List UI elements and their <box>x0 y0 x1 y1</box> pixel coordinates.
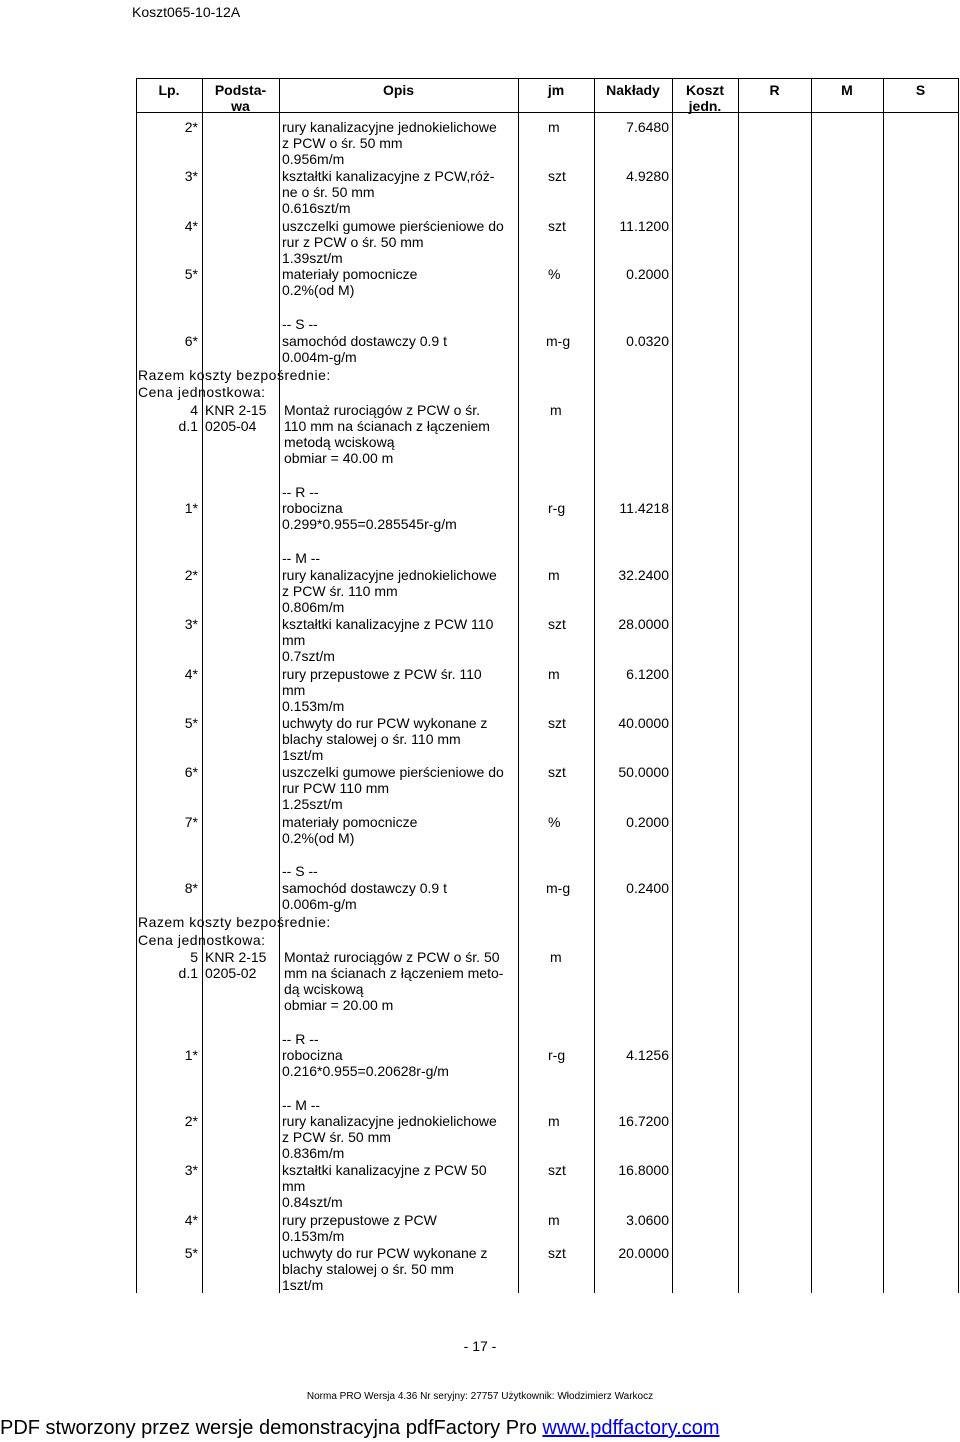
summary-cena: Cena jednostkowa: <box>138 932 266 948</box>
row-jm: m <box>548 1113 560 1129</box>
position-opis-line: 110 mm na ścianach z łączeniem <box>284 418 490 434</box>
row-lp: 5* <box>184 1245 198 1261</box>
column-divider-end <box>958 78 959 1293</box>
row-opis-line: 0.004m-g/m <box>282 349 357 365</box>
row-naklady: 3.0600 <box>626 1212 669 1228</box>
column-header-koszt-line1: Koszt <box>685 82 725 98</box>
row-lp: 3* <box>184 1162 198 1178</box>
page-number: - 17 - <box>463 1338 497 1354</box>
row-jm: % <box>548 814 561 830</box>
position-basis: 0205-02 <box>205 965 257 981</box>
summary-razem: Razem koszty bezpośrednie: <box>138 367 331 383</box>
column-divider-naklady <box>594 78 595 1293</box>
row-opis-line: rury przepustowe z PCW śr. 110 <box>282 666 482 682</box>
row-jm: szt <box>548 616 566 632</box>
position-number: 5 <box>190 949 198 965</box>
row-naklady: 0.2000 <box>626 814 669 830</box>
position-opis-line: mm na ścianach z łączeniem meto- <box>284 965 504 981</box>
row-naklady: 4.1256 <box>626 1047 669 1063</box>
row-jm: m <box>548 119 560 135</box>
row-opis-line: rury kanalizacyjne jednokielichowe <box>282 1113 497 1129</box>
row-naklady: 11.4218 <box>619 500 669 516</box>
row-naklady: 20.0000 <box>618 1245 669 1261</box>
row-opis-line: rury przepustowe z PCW <box>282 1212 437 1228</box>
row-naklady: 11.1200 <box>619 218 669 234</box>
column-divider-lp <box>136 78 137 1293</box>
row-lp: 7* <box>184 814 198 830</box>
column-header-r: R <box>769 82 780 98</box>
row-opis-line: rur PCW 110 mm <box>282 780 390 796</box>
row-naklady: 50.0000 <box>618 764 669 780</box>
row-opis-line: 0.216*0.955=0.20628r-g/m <box>282 1063 449 1079</box>
row-opis-line: samochód dostawczy 0.9 t <box>282 880 447 896</box>
position-basis: KNR 2-15 <box>205 402 267 418</box>
row-naklady: 40.0000 <box>618 715 669 731</box>
column-header-s: S <box>915 82 926 98</box>
row-opis-line: 0.006m-g/m <box>282 896 357 912</box>
row-opis-line: robocizna <box>282 500 343 516</box>
column-divider-jm <box>518 78 519 1293</box>
position-basis: 0205-04 <box>205 418 257 434</box>
row-jm: m <box>548 666 560 682</box>
pdffactory-link[interactable]: www.pdffactory.com <box>542 1417 720 1439</box>
position-jm: m <box>550 949 562 965</box>
section-label: -- S -- <box>282 863 318 879</box>
row-opis-line: ne o śr. 50 mm <box>282 184 375 200</box>
row-lp: 4* <box>184 1212 198 1228</box>
row-jm: m <box>548 1212 560 1228</box>
row-opis-line: rur z PCW o śr. 50 mm <box>282 234 424 250</box>
position-opis-line: metodą wciskową <box>284 434 395 450</box>
column-header-lp: Lp. <box>158 82 180 98</box>
row-lp: 3* <box>184 616 198 632</box>
row-opis-line: 0.836m/m <box>282 1145 345 1161</box>
row-lp: 3* <box>184 168 198 184</box>
row-opis-line: uchwyty do rur PCW wykonane z <box>282 1245 488 1261</box>
position-suffix: d.1 <box>178 418 198 434</box>
section-label: -- R -- <box>282 1031 319 1047</box>
row-lp: 5* <box>184 715 198 731</box>
row-jm: m-g <box>546 333 571 349</box>
row-opis-line: 0.84szt/m <box>282 1194 343 1210</box>
row-opis-line: uszczelki gumowe pierścieniowe do <box>282 764 504 780</box>
section-label: -- R -- <box>282 484 319 500</box>
column-header-m: M <box>841 82 853 98</box>
row-jm: szt <box>548 218 566 234</box>
row-opis-line: mm <box>282 1178 306 1194</box>
row-opis-line: 0.153m/m <box>282 698 345 714</box>
row-opis-line: blachy stalowej o śr. 110 mm <box>282 731 461 747</box>
column-divider-m <box>811 78 812 1293</box>
position-opis-line: Montaż rurociągów z PCW o śr. <box>284 402 481 418</box>
position-opis-line: dą wciskową <box>284 981 364 997</box>
row-opis-line: materiały pomocnicze <box>282 814 418 830</box>
row-naklady: 6.1200 <box>626 666 669 682</box>
row-opis-line: 0.7szt/m <box>282 648 335 664</box>
row-opis-line: 0.2%(od M) <box>282 282 355 298</box>
position-opis-line: Montaż rurociągów z PCW o śr. 50 <box>284 949 500 965</box>
row-jm: szt <box>548 1162 566 1178</box>
row-opis-line: 0.616szt/m <box>282 200 351 216</box>
position-number: 4 <box>190 402 198 418</box>
column-header-jm: jm <box>547 82 565 98</box>
row-naklady: 0.2400 <box>626 880 669 896</box>
row-naklady: 7.6480 <box>626 119 669 135</box>
row-lp: 2* <box>184 1113 198 1129</box>
row-jm: szt <box>548 1245 566 1261</box>
section-label: -- M -- <box>282 550 321 566</box>
row-lp: 8* <box>184 880 198 896</box>
row-opis-line: 0.299*0.955=0.285545r-g/m <box>282 516 457 532</box>
row-opis-line: uchwyty do rur PCW wykonane z <box>282 715 488 731</box>
row-opis-line: 1szt/m <box>282 1277 324 1293</box>
row-opis-line: 1szt/m <box>282 747 324 763</box>
column-divider-podstawa <box>202 78 203 1293</box>
column-divider-koszt <box>672 78 673 1293</box>
header-bottom-border <box>136 112 959 113</box>
position-jm: m <box>550 402 562 418</box>
pdf-banner-text: PDF stworzony przez wersje demonstracyjna pdfFactory Pro <box>0 1417 543 1439</box>
position-opis-line: obmiar = 40.00 m <box>284 450 394 466</box>
row-opis-line: kształtki kanalizacyjne z PCW 50 <box>282 1162 487 1178</box>
row-opis-line: mm <box>282 682 306 698</box>
row-lp: 4* <box>184 218 198 234</box>
row-naklady: 16.8000 <box>618 1162 669 1178</box>
row-opis-line: z PCW śr. 110 mm <box>282 583 398 599</box>
column-header-opis: Opis <box>382 82 415 98</box>
row-lp: 4* <box>184 666 198 682</box>
row-opis-line: uszczelki gumowe pierścieniowe do <box>282 218 504 234</box>
row-jm: m <box>548 567 560 583</box>
row-opis-line: 0.2%(od M) <box>282 830 355 846</box>
row-opis-line: samochód dostawczy 0.9 t <box>282 333 447 349</box>
row-opis-line: 0.806m/m <box>282 599 345 615</box>
pdf-banner <box>0 1416 720 1440</box>
position-basis: KNR 2-15 <box>205 949 267 965</box>
document-header: Koszt065-10-12A <box>132 4 241 20</box>
row-opis-line: rury kanalizacyjne jednokielichowe <box>282 567 497 583</box>
section-label: -- M -- <box>282 1097 321 1113</box>
row-jm: szt <box>548 715 566 731</box>
section-label: -- S -- <box>282 316 318 332</box>
row-opis-line: 0.956m/m <box>282 151 345 167</box>
row-jm: szt <box>548 168 566 184</box>
row-opis-line: rury kanalizacyjne jednokielichowe <box>282 119 497 135</box>
column-header-koszt-line2: jedn. <box>688 98 722 114</box>
column-header-podstawa-line1: Podsta- <box>214 82 267 98</box>
row-opis-line: z PCW śr. 50 mm <box>282 1129 391 1145</box>
summary-cena: Cena jednostkowa: <box>138 384 266 400</box>
table-top-border <box>136 78 959 79</box>
row-naklady: 0.0320 <box>626 333 669 349</box>
row-opis-line: 1.25szt/m <box>282 796 343 812</box>
row-naklady: 16.7200 <box>618 1113 669 1129</box>
row-lp: 2* <box>184 567 198 583</box>
row-lp: 1* <box>184 500 198 516</box>
column-divider-opis <box>279 78 280 1293</box>
row-opis-line: kształtki kanalizacyjne z PCW 110 <box>282 616 494 632</box>
row-opis-line: blachy stalowej o śr. 50 mm <box>282 1261 454 1277</box>
column-header-podstawa-line2: wa <box>231 98 250 114</box>
column-divider-s <box>883 78 884 1293</box>
row-opis-line: materiały pomocnicze <box>282 266 418 282</box>
row-jm: r-g <box>548 1047 566 1063</box>
row-lp: 6* <box>184 333 198 349</box>
row-opis-line: 0.153m/m <box>282 1228 345 1244</box>
row-lp: 6* <box>184 764 198 780</box>
row-opis-line: 1.39szt/m <box>282 250 343 266</box>
summary-razem: Razem koszty bezpośrednie: <box>138 914 331 930</box>
column-header-naklady: Nakłady <box>606 82 660 98</box>
row-lp: 1* <box>184 1047 198 1063</box>
row-opis-line: z PCW o śr. 50 mm <box>282 135 403 151</box>
row-opis-line: mm <box>282 632 306 648</box>
row-naklady: 4.9280 <box>626 168 669 184</box>
row-lp: 5* <box>184 266 198 282</box>
position-opis-line: obmiar = 20.00 m <box>284 997 394 1013</box>
row-jm: szt <box>548 764 566 780</box>
row-jm: % <box>548 266 561 282</box>
row-lp: 2* <box>184 119 198 135</box>
row-jm: r-g <box>548 500 566 516</box>
row-jm: m-g <box>546 880 571 896</box>
position-suffix: d.1 <box>178 965 198 981</box>
row-opis-line: kształtki kanalizacyjne z PCW,róż- <box>282 168 495 184</box>
row-naklady: 32.2400 <box>618 567 669 583</box>
row-naklady: 0.2000 <box>626 266 669 282</box>
column-divider-r <box>738 78 739 1293</box>
footer-info: Norma PRO Wersja 4.36 Nr seryjny: 27757 Użytkownik: Włodzimierz Warkocz <box>306 1391 654 1402</box>
row-opis-line: robocizna <box>282 1047 343 1063</box>
row-naklady: 28.0000 <box>618 616 669 632</box>
